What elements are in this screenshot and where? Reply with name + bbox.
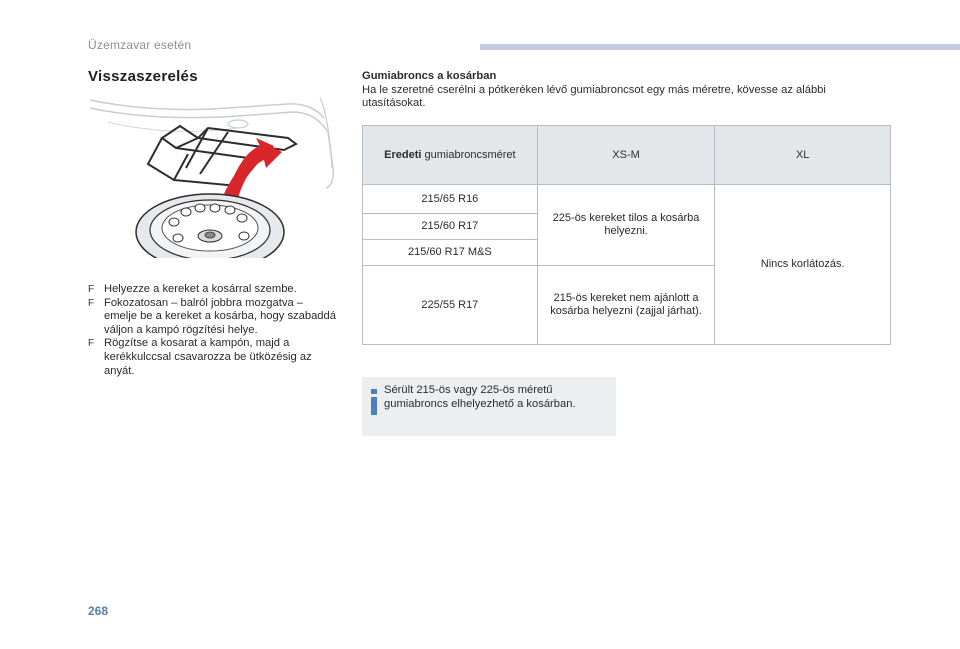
bullet-marker: F: [88, 284, 95, 295]
note-text: Sérült 215-ös vagy 225-ös méretű gumiabroncs elhelyezhető a kosárban.: [384, 384, 576, 410]
page-number: 268: [88, 604, 109, 618]
instruction-item: [88, 297, 338, 338]
bullet-marker: F: [88, 297, 95, 309]
header-original-rest: gumiabroncsméret: [421, 148, 516, 161]
xs-m-restriction-cell: 215-ös kereket nem ajánlott a kosárba helyezni (zajjal járhat).: [537, 266, 715, 345]
xl-restriction-cell: Nincs korlátozás.: [715, 185, 891, 345]
car-underbody-outline: [90, 100, 324, 118]
instruction-item: [88, 283, 338, 297]
instruction-item: [88, 337, 338, 378]
tire-size-cell: 225/55 R17: [363, 266, 538, 345]
intro-block: [362, 70, 882, 111]
instruction-list: [88, 283, 338, 378]
header-xs-m: XS-M: [537, 126, 715, 185]
instruction-text: Helyezze a kereket a kosárral szembe.: [104, 283, 297, 295]
intro-title: Gumiabroncs a kosárban: [362, 70, 497, 82]
section-title: Üzemzavar esetén: [88, 38, 192, 52]
instruction-text: Fokozatosan – balról jobbra mozgatva – emelje be a kereket a kosárba, hogy szabaddá váljon a kampó rögzítési helye.: [104, 296, 336, 336]
info-note: [362, 377, 616, 436]
table-row: [363, 185, 891, 214]
tire-size-cell: 215/60 R17: [363, 214, 538, 240]
spare-wheel-basket-illustration: [88, 98, 340, 270]
tire-size-cell: 215/65 R16: [363, 185, 538, 214]
xs-m-restriction-cell: 225-ös kereket tilos a kosárba helyezni.: [537, 185, 715, 266]
bullet-marker: F: [88, 338, 95, 350]
instruction-text: Rögzítse a kosarat a kampón, majd a kerékkulccsal csavarozza be ütközésig az anyát.: [104, 337, 312, 377]
info-icon: [370, 389, 378, 415]
header-xl: XL: [715, 126, 891, 185]
tire-size-cell: 215/60 R17 M&S: [363, 240, 538, 266]
tire-size-table: [362, 125, 891, 345]
intro-text: Ha le szeretné cserélni a pótkeréken lévő gumiabroncsot egy más méretre, kövesse az alábbi utasításokat.: [362, 83, 826, 110]
header-original-bold: Eredeti: [384, 148, 422, 161]
page-heading: Visszaszerelés: [88, 68, 198, 85]
header-original-size: [363, 126, 538, 185]
header-bar: [480, 44, 960, 50]
